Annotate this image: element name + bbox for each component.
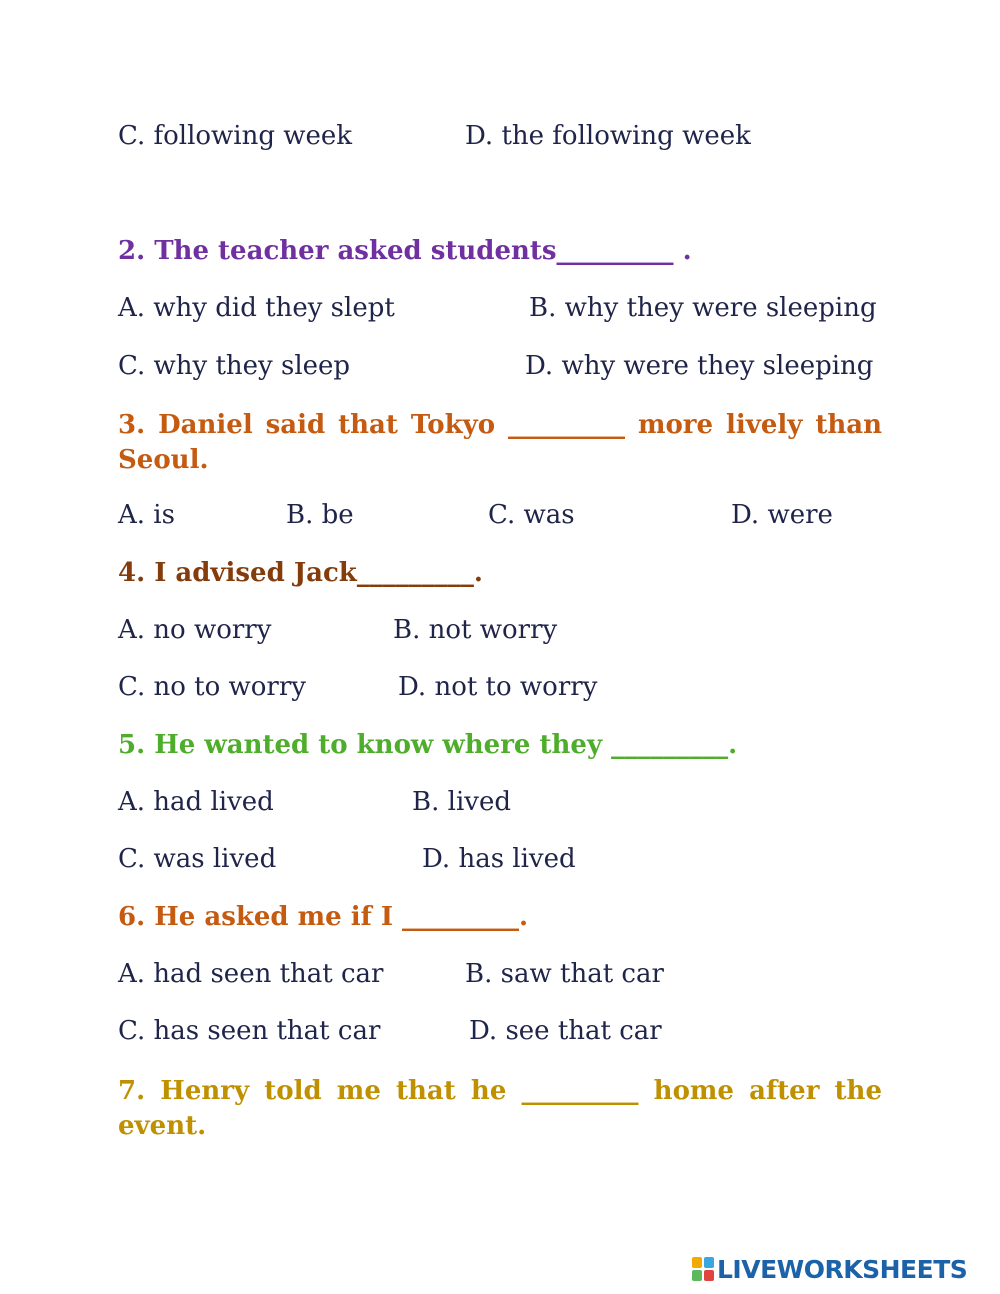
q1-option-c: C. following week <box>118 121 353 151</box>
q4-option-b: B. not worry <box>393 615 558 645</box>
q3-option-b: B. be <box>286 500 354 530</box>
q7-prompt: 7. Henry told me that he _________ home after the event. <box>118 1076 882 1141</box>
q3-option-c: C. was <box>488 500 575 530</box>
q6-option-c: C. has seen that car <box>118 1016 381 1046</box>
q6-option-d: D. see that car <box>469 1016 662 1046</box>
q5-option-b: B. lived <box>412 787 511 817</box>
q3-option-d: D. were <box>731 500 833 530</box>
q4-option-d: D. not to worry <box>398 672 598 702</box>
q6-prompt: 6. He asked me if I _________. <box>118 902 529 932</box>
q2-option-c: C. why they sleep <box>118 351 351 381</box>
q4-option-c: C. no to worry <box>118 672 306 702</box>
logo-text: LIVEWORKSHEETS <box>717 1254 968 1284</box>
q2-prompt: 2. The teacher asked students_________ . <box>118 236 692 266</box>
q5-option-c: C. was lived <box>118 844 277 874</box>
q6-option-a: A. had seen that car <box>118 959 384 989</box>
q5-option-d: D. has lived <box>422 844 576 874</box>
q1-option-d: D. the following week <box>465 121 751 151</box>
q4-option-a: A. no worry <box>118 615 272 645</box>
q6-option-b: B. saw that car <box>465 959 664 989</box>
q5-option-a: A. had lived <box>118 787 274 817</box>
liveworksheets-logo <box>692 1254 967 1284</box>
q2-option-a: A. why did they slept <box>118 293 395 323</box>
q3-option-a: A. is <box>118 500 175 530</box>
q2-option-d: D. why were they sleeping <box>525 351 874 381</box>
liveworksheets-logo-icon <box>692 1257 714 1281</box>
q5-prompt: 5. He wanted to know where they _________. <box>118 730 738 760</box>
q4-prompt: 4. I advised Jack_________. <box>118 558 483 588</box>
q2-option-b: B. why they were sleeping <box>529 293 877 323</box>
q3-prompt: 3. Daniel said that Tokyo _________ more lively than Seoul. <box>118 410 882 475</box>
